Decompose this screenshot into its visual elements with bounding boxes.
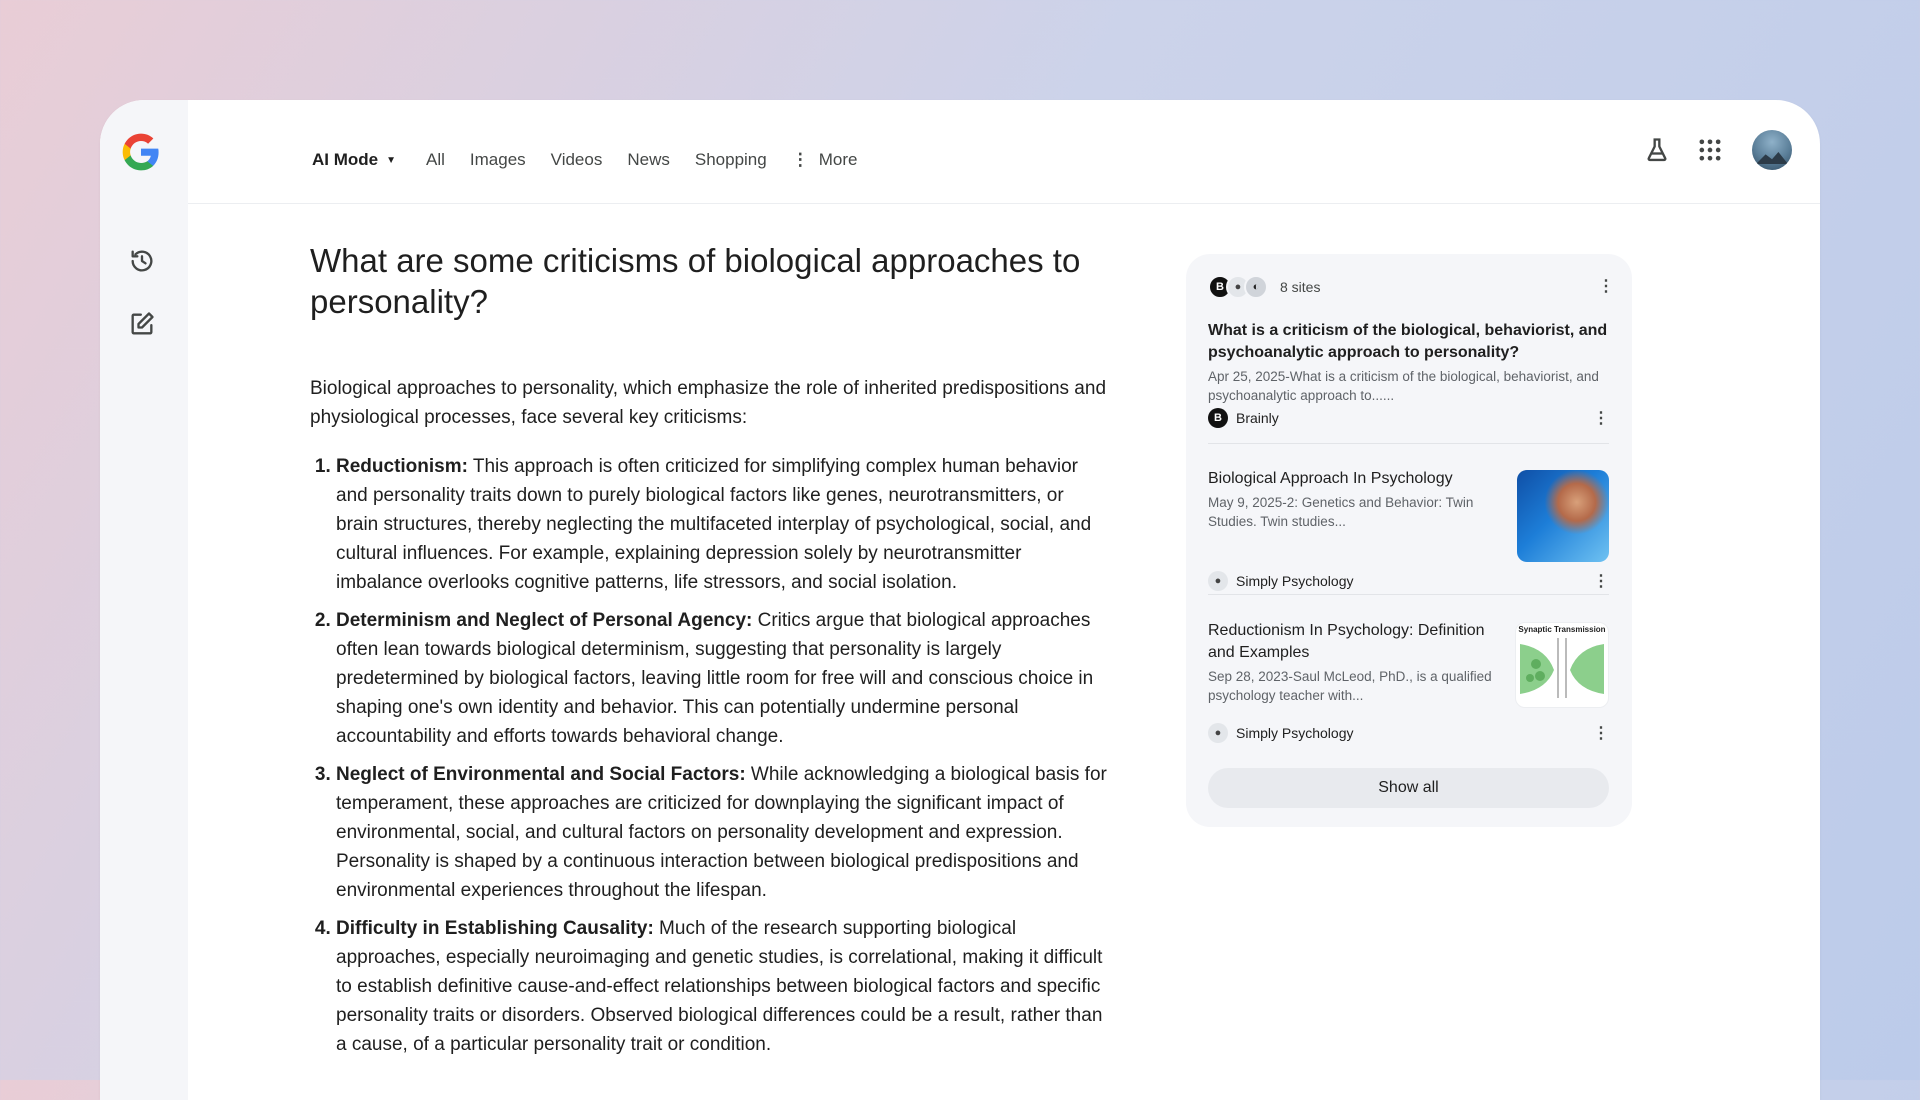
source-site xyxy=(1208,571,1609,591)
google-logo[interactable] xyxy=(121,132,161,172)
sources-panel xyxy=(1186,254,1632,827)
point-title: Determinism and Neglect of Personal Agency: xyxy=(336,610,753,631)
source-site-name: Simply Psychology xyxy=(1236,725,1354,741)
account-avatar[interactable] xyxy=(1752,130,1792,170)
point-text: While acknowledging a biological basis for temperament, these approaches are criticized for downplaying the significant impact of environmental, social, and cultural factors on personality development and expression. Personality is shaped by a continuous interaction between biological predispositions and environmental experiences throughout the lifespan. xyxy=(336,764,1107,901)
more-vert-icon[interactable]: ⋮ xyxy=(1593,573,1609,590)
source-site-name: Brainly xyxy=(1236,410,1279,426)
simply-psychology-favicon: ● xyxy=(1208,723,1228,743)
new-chat-icon[interactable] xyxy=(128,310,156,338)
tab-ai-mode[interactable] xyxy=(312,150,396,170)
brainly-favicon: B xyxy=(1208,408,1228,428)
point-title: Difficulty in Establishing Causality: xyxy=(336,918,654,939)
show-all-button[interactable]: Show all xyxy=(1208,768,1609,808)
browser-window xyxy=(100,100,1820,1100)
divider xyxy=(1208,443,1609,444)
brain-thumbnail[interactable] xyxy=(1517,470,1609,562)
tab-ai-mode-label: AI Mode xyxy=(312,150,379,169)
source-snippet: Sep 28, 2023-Saul McLeod, PhD., is a qualified psychology teacher with... xyxy=(1208,669,1492,703)
tab-more[interactable] xyxy=(792,150,858,170)
more-vert-icon[interactable]: ⋮ xyxy=(1598,278,1614,295)
source-card[interactable] xyxy=(1208,320,1609,432)
chevron-down-icon: ▼ xyxy=(386,154,397,166)
sources-header xyxy=(1208,272,1614,302)
source-site xyxy=(1208,408,1609,428)
sites-count: 8 sites xyxy=(1280,279,1321,295)
simply-psychology-favicon: ● xyxy=(1208,571,1228,591)
brainly-favicon: B xyxy=(1208,275,1232,299)
tab-shopping[interactable]: Shopping xyxy=(694,150,767,169)
source-snippet: May 9, 2025-2: Genetics and Behavior: Twin Studies. Twin studies... xyxy=(1208,495,1474,529)
tab-news[interactable]: News xyxy=(627,150,670,169)
source-snippet: Apr 25, 2025-What is a criticism of the biological, behaviorist, and psychoanalytic approach to...... xyxy=(1208,369,1599,403)
search-tabs xyxy=(312,150,882,170)
left-sidebar xyxy=(100,100,188,1100)
source-title[interactable]: Biological Approach In Psychology xyxy=(1208,470,1453,487)
source-site xyxy=(1208,723,1609,743)
point-title: Reductionism: xyxy=(336,456,468,477)
source-site-name: Simply Psychology xyxy=(1236,573,1354,589)
point-text: This approach is often criticized for simplifying complex human behavior and personality traits down to purely biological factors like genes, neurotransmitters, or brain structures, thereby neglecting the multifaceted interplay of psychological, social, and cultural influences. For example, explaining depression solely by neurotransmitter imbalance overlooks cognitive patterns, life stressors, and social isolation. xyxy=(336,456,1092,593)
apps-grid-icon[interactable] xyxy=(1696,136,1724,164)
divider xyxy=(1208,594,1609,595)
tab-all[interactable]: All xyxy=(426,150,445,169)
source-title[interactable]: What is a criticism of the biological, behaviorist, and psychoanalytic approach to personality? xyxy=(1208,322,1608,361)
point-text: Critics argue that biological approaches often lean towards biological determinism, suggesting that personality is largely predetermined by biological factors, leaving little room for free will and conscious choice in shaping one's own identity and behavior. This can potentially undermine personal accountability and efforts towards behavioral change. xyxy=(336,610,1094,747)
site-favicon: ◐ xyxy=(1244,275,1268,299)
query-title: What are some criticisms of biological approaches to personality? xyxy=(310,242,1081,320)
tab-more-label: More xyxy=(818,150,858,169)
list-item xyxy=(336,760,1110,905)
more-vert-icon[interactable]: ⋮ xyxy=(1593,410,1609,427)
top-right-actions xyxy=(1618,130,1792,170)
more-vert-icon[interactable]: ⋮ xyxy=(1593,725,1609,742)
tab-images[interactable]: Images xyxy=(469,150,526,169)
more-vert-icon: ⋮ xyxy=(791,150,809,169)
tab-videos[interactable]: Videos xyxy=(550,150,603,169)
point-title: Neglect of Environmental and Social Factors: xyxy=(336,764,746,785)
synaptic-thumbnail[interactable] xyxy=(1515,622,1609,708)
labs-flask-icon[interactable] xyxy=(1643,136,1671,164)
point-text: Much of the research supporting biological approaches, especially neuroimaging and genetic studies, is correlational, making it difficult to establish definitive cause-and-effect relationships between biological factors and specific personality traits or disorders. Observed biological differences could be a result, rather than a cause, of a particular personality trait or condition. xyxy=(336,918,1103,1055)
top-bar xyxy=(188,100,1820,204)
answer-intro: Biological approaches to personality, which emphasize the role of inherited predispositions and physiological processes, face several key criticisms: xyxy=(310,378,1107,428)
list-item xyxy=(336,452,1110,597)
list-item xyxy=(336,914,1110,1059)
simply-psychology-favicon: ● xyxy=(1226,275,1250,299)
source-title[interactable]: Reductionism In Psychology: Definition and Examples xyxy=(1208,622,1485,661)
criticisms-list xyxy=(310,452,1110,1059)
list-item xyxy=(336,606,1110,751)
answer-column xyxy=(310,240,1110,1068)
synapse-diagram-icon xyxy=(1516,634,1608,700)
thumbnail-title: Synaptic Transmission xyxy=(1518,625,1606,634)
history-icon[interactable] xyxy=(128,247,156,275)
